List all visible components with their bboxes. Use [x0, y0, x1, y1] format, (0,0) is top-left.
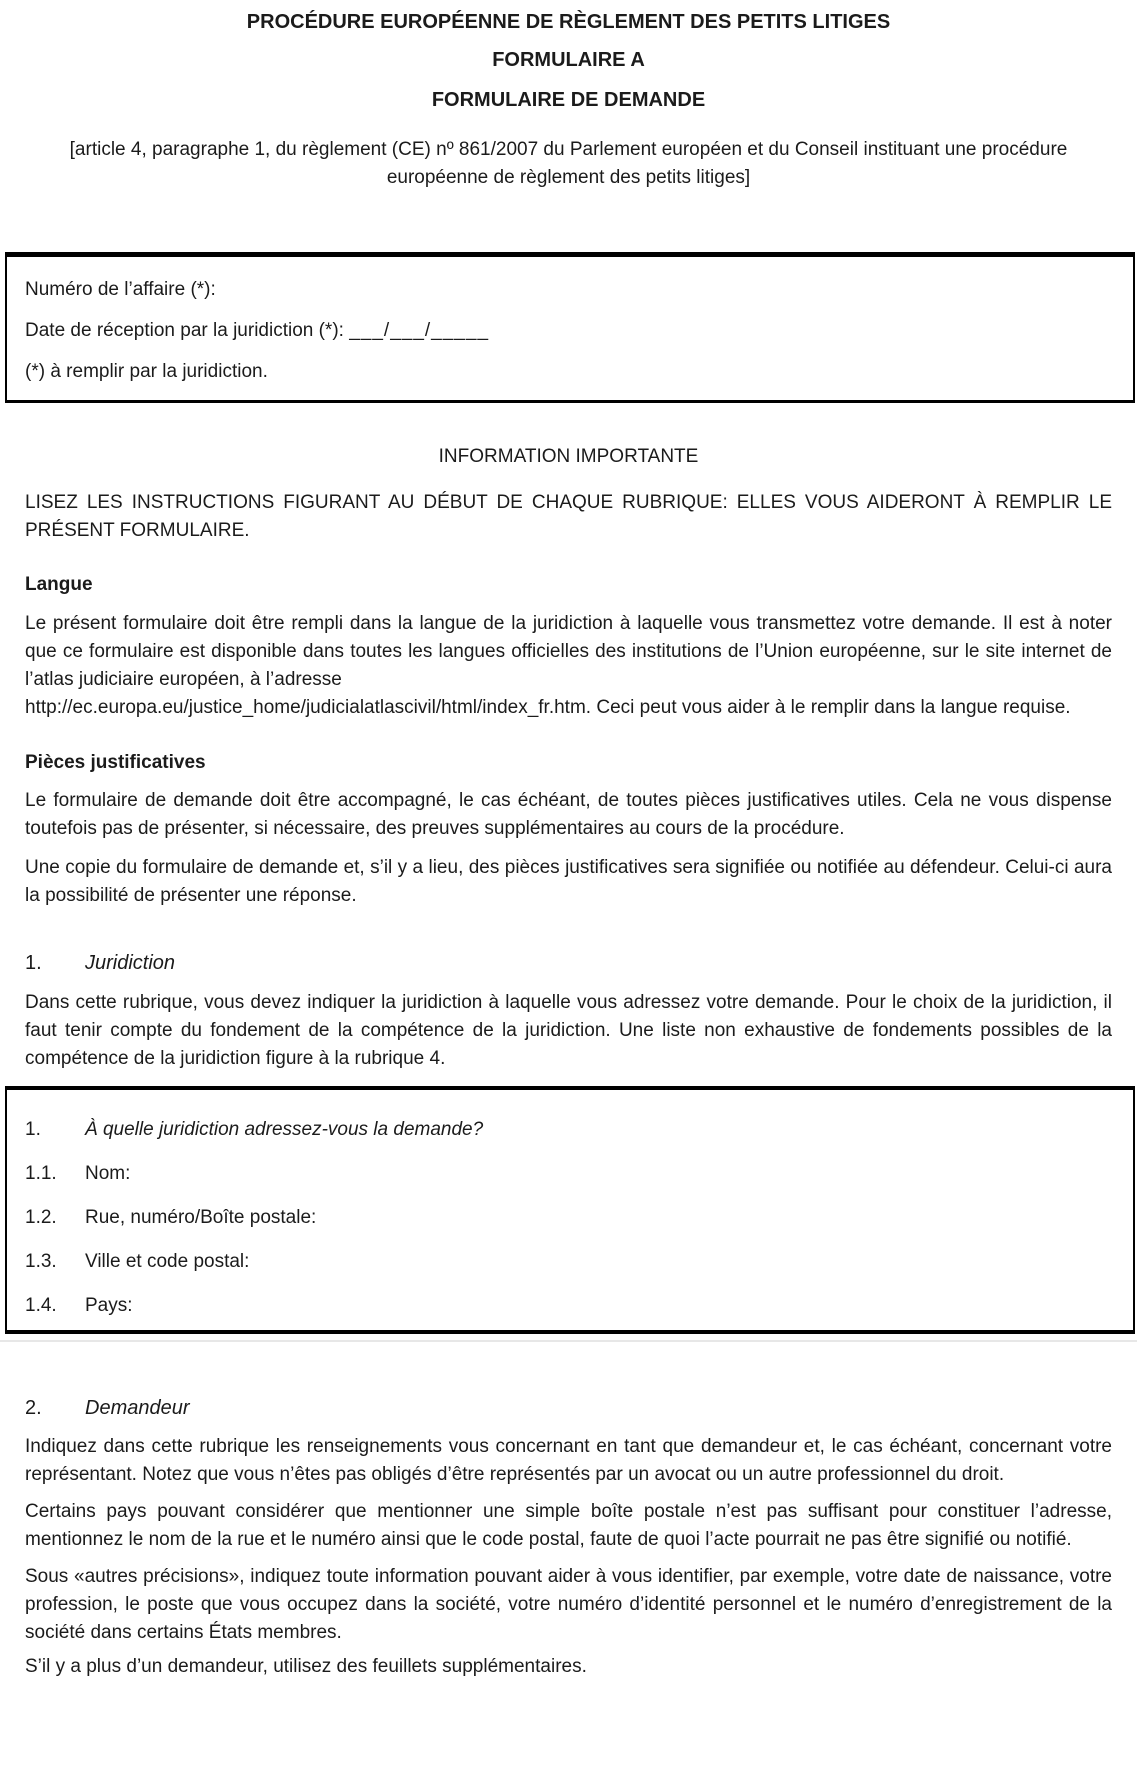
field-row-street: [25, 1203, 1113, 1232]
page-separator-line: [0, 1340, 1137, 1342]
field-row-country: [25, 1291, 1113, 1320]
section-1-heading: [25, 949, 1112, 978]
field-number: 1.3.: [25, 1251, 57, 1272]
important-info-body: LISEZ LES INSTRUCTIONS FIGURANT AU DÉBUT DE CHAQUE RUBRIQUE: ELLES VOUS AIDERONT À REMPLIR LE PRÉSENT FORMULAIRE.: [25, 492, 1112, 541]
language-paragraph-part2: http://ec.europa.eu/justice_home/judicialatlascivil/html/index_fr.htm. Ceci peut vous aider à le remplir dans la langue requise.: [25, 697, 1071, 718]
court-use-box: [5, 252, 1135, 403]
jurisdiction-question-row: [25, 1115, 1113, 1144]
form-letter-title: FORMULAIRE A: [492, 49, 645, 71]
section-1-number: 1.: [25, 952, 42, 974]
field-row-city-postcode: [25, 1247, 1113, 1276]
section-2-title: Demandeur: [85, 1397, 190, 1419]
supporting-documents-heading: Pièces justificatives: [25, 752, 206, 773]
section-1-instructions: Dans cette rubrique, vous devez indiquer la juridiction à laquelle vous adressez votre demande. Pour le choix de la juridiction, il faut tenir compte du fondement de la compétence de la juridiction. Une liste non exhaustive de fondements possibles de la compétence de la juridiction figure à la rubrique 4.: [25, 992, 1112, 1069]
supporting-documents-paragraph-1: Le formulaire de demande doit être accompagné, le cas échéant, de toutes pièces justificatives utiles. Cela ne vous dispense toutefois pas de présenter, si nécessaire, des preuves supplémentaires au cours de la procédure.: [25, 790, 1112, 839]
section-1-title: Juridiction: [85, 952, 176, 974]
jurisdiction-question-label: À quelle juridiction adressez-vous la demande?: [85, 1119, 484, 1140]
case-number-label: Numéro de l’affaire (*):: [25, 279, 216, 300]
legal-reference: [article 4, paragraphe 1, du règlement (CE) nº 861/2007 du Parlement européen et du Conseil instituant une procédure européenne de règlement des petits litiges]: [69, 139, 1068, 188]
city-postcode-field-label: Ville et code postal:: [85, 1251, 250, 1272]
jurisdiction-fields-box: [5, 1086, 1135, 1334]
supporting-documents-paragraph-2: Une copie du formulaire de demande et, s’il y a lieu, des pièces justificatives sera signifiée ou notifiée au défendeur. Celui-ci aura la possibilité de présenter une réponse.: [25, 857, 1112, 906]
court-use-footnote: (*) à remplir par la juridiction.: [25, 361, 268, 382]
section-2-paragraph-1: Indiquez dans cette rubrique les renseignements vous concernant en tant que demandeur et, le cas échéant, concernant votre représentant. Notez que vous n’êtes pas obligés d’être représentés par un avocat ou un autre professionnel du droit.: [25, 1436, 1112, 1485]
court-name-field-label: Nom:: [85, 1163, 131, 1184]
important-info-heading: INFORMATION IMPORTANTE: [438, 446, 699, 467]
reception-date-blank-field: ___/___/_____: [349, 320, 490, 341]
field-number: 1.4.: [25, 1295, 57, 1316]
section-2-paragraph-4: S’il y a plus d’un demandeur, utilisez des feuillets supplémentaires.: [25, 1656, 587, 1677]
section-2-paragraph-3: Sous «autres précisions», indiquez toute information pouvant aider à vous identifier, par exemple, votre date de naissance, votre profession, le poste que vous occupez dans la société, votre numéro d’identité personnel et le numéro d’enregistrement de la société dans certains États membres.: [25, 1566, 1112, 1643]
field-number: 1.2.: [25, 1207, 57, 1228]
document-title: PROCÉDURE EUROPÉENNE DE RÈGLEMENT DES PETITS LITIGES: [246, 11, 891, 33]
jurisdiction-question-number: 1.: [25, 1119, 41, 1140]
section-2-paragraph-2: Certains pays pouvant considérer que mentionner une simple boîte postale n’est pas suffisant pour constituer l’adresse, mentionnez le nom de la rue et le numéro ainsi que le code postal, faute de quoi l’acte pourrait ne pas être signifié ou notifié.: [25, 1501, 1112, 1550]
language-paragraph-part1: Le présent formulaire doit être rempli dans la langue de la juridiction à laquelle vous transmettez votre demande. Il est à noter que ce formulaire est disponible dans toutes les langues officielles des institutions de l’Union européenne, sur le site internet de l’atlas judiciaire européen, à l’adresse: [25, 613, 1112, 690]
country-field-label: Pays:: [85, 1295, 133, 1316]
street-field-label: Rue, numéro/Boîte postale:: [85, 1207, 317, 1228]
language-heading: Langue: [25, 574, 93, 595]
reception-date-line: [25, 316, 1113, 345]
form-name-title: FORMULAIRE DE DEMANDE: [431, 89, 706, 111]
field-number: 1.1.: [25, 1163, 57, 1184]
section-2-heading: [25, 1394, 1112, 1423]
field-row-court-name: [25, 1159, 1113, 1188]
reception-date-label: Date de réception par la juridiction (*):: [25, 320, 344, 341]
section-2-number: 2.: [25, 1397, 42, 1419]
